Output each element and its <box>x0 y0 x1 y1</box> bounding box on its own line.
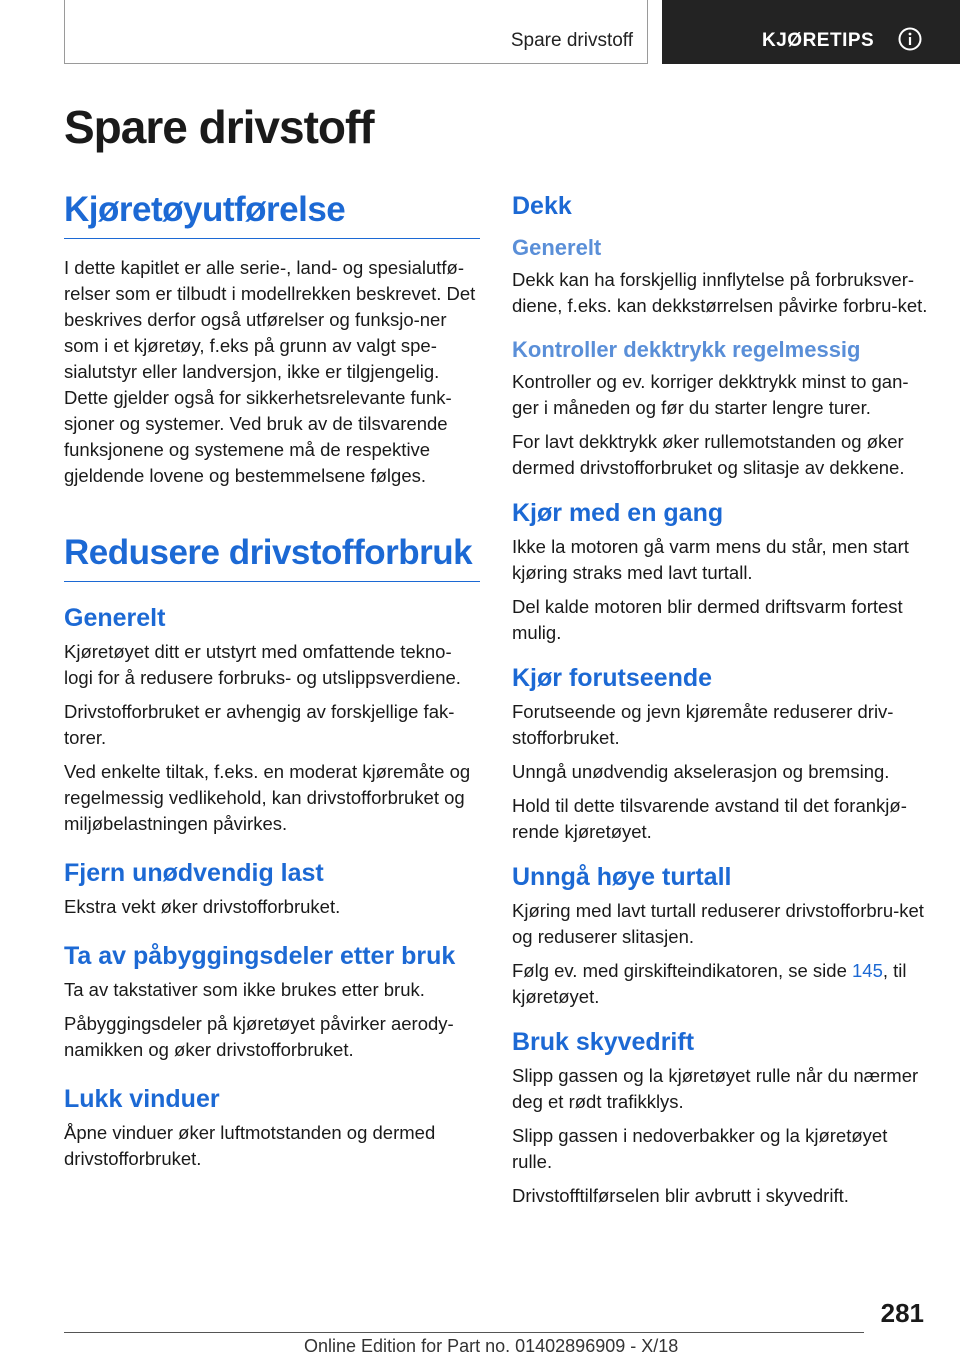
page-title: Spare drivstoff <box>64 101 374 153</box>
header-chapter-tab <box>662 0 960 64</box>
text: , til kjøretøyet. <box>512 960 907 1007</box>
section-heading-redusere-drivstofforbruk: Redusere drivstofforbruk <box>64 533 480 582</box>
section-heading-kjoretoyutforelse: Kjøretøyutførelse <box>64 190 480 239</box>
paragraph: Dekk kan ha forskjellig innflytelse på forbruksver‐diene, f.eks. kan dekkstørrelsen påvirke forbru‐ket. <box>512 269 928 316</box>
page-number: 281 <box>880 1298 924 1328</box>
subheading-dekk-generelt: Generelt <box>512 235 602 260</box>
header-chapter-title: KJØRETIPS <box>762 30 875 51</box>
subheading-kjor-forutseende: Kjør forutseende <box>512 664 713 692</box>
info-icon <box>898 27 922 51</box>
paragraph <box>512 958 928 1010</box>
paragraph: Ekstra vekt øker drivstofforbruket. <box>64 896 341 917</box>
paragraph: Åpne vinduer øker luftmotstanden og dermed drivstofforbruket. <box>64 1122 436 1169</box>
paragraph: Drivstofforbruket er avhengig av forskjellige fak‐torer. <box>64 701 455 748</box>
paragraph: Forutseende og jevn kjøremåte reduserer driv‐stofforbruket. <box>512 701 894 748</box>
right-column <box>512 192 928 1209</box>
paragraph: Drivstofftilførselen blir avbrutt i skyvedrift. <box>512 1185 849 1206</box>
subheading-bruk-skyvedrift: Bruk skyvedrift <box>512 1028 695 1056</box>
header-section-title: Spare drivstoff <box>510 30 633 51</box>
subheading-generelt: Generelt <box>64 604 166 632</box>
subheading-kjor-med-en-gang: Kjør med en gang <box>512 499 724 527</box>
paragraph: For lavt dekktrykk øker rullemotstanden og øker dermed drivstofforbruket og slitasje av dekkene. <box>512 431 905 478</box>
paragraph: I dette kapitlet er alle serie-, land- og spesialutfø‐relser som er tilbudt i modellrekken beskrevet. Det beskrives derfor også utførelser og funksjo‐ner som i et kjøretøy, f.eks på grunn av valgt spe‐sialutstyr eller landversjon, ikke er tilgjengelig. Dette gjelder også for sikkerhetsrelevante funk‐sjoner og systemer. Ved bruk av de tilsvarende funksjonene og systemene må de respektive gjeldende lovene og bestemmelsene følges. <box>64 257 476 486</box>
paragraph: Kjøring med lavt turtall reduserer drivstofforbru‐ket og reduserer slitasjen. <box>512 900 924 947</box>
text: Følg ev. med girskifteindikatoren, se side <box>512 960 852 981</box>
subheading-dekktrykk: Kontroller dekktrykk regelmessig <box>512 337 861 362</box>
subheading-pabyggingsdeler: Ta av påbyggingsdeler etter bruk <box>64 942 456 970</box>
subheading-unnga-hoye-turtall: Unngå høye turtall <box>512 863 732 891</box>
subheading-lukk-vinduer: Lukk vinduer <box>64 1085 220 1113</box>
paragraph: Ved enkelte tiltak, f.eks. en moderat kjøremåte og regelmessig vedlikehold, kan drivstofforbruket og miljøbelastningen påvirkes. <box>64 761 471 834</box>
paragraph: Ikke la motoren gå varm mens du står, men start kjøring straks med lavt turtall. <box>512 536 909 583</box>
left-column <box>64 190 480 1172</box>
paragraph: Kontroller og ev. korriger dekktrykk minst to gan‐ger i måneden og før du starter lengre turer. <box>512 371 909 418</box>
paragraph: Del kalde motoren blir dermed driftsvarm fortest mulig. <box>512 596 903 643</box>
paragraph: Kjøretøyet ditt er utstyrt med omfattende tekno‐logi for å redusere forbruks- og utslippsverdiene. <box>64 641 461 688</box>
header-section-tab <box>64 0 648 64</box>
paragraph: Påbyggingsdeler på kjøretøyet påvirker aerody‐namikken og øker drivstofforbruket. <box>64 1013 454 1060</box>
subheading-fjern-last: Fjern unødvendig last <box>64 859 324 887</box>
subheading-dekk: Dekk <box>512 192 572 220</box>
page-reference-link[interactable]: 145 <box>852 960 883 981</box>
paragraph: Ta av takstativer som ikke brukes etter bruk. <box>64 979 425 1000</box>
paragraph: Slipp gassen og la kjøretøyet rulle når du nærmer deg et rødt trafikklys. <box>512 1065 919 1112</box>
paragraph: Hold til dette tilsvarende avstand til det forankjø‐rende kjøretøyet. <box>512 795 907 842</box>
paragraph: Slipp gassen i nedoverbakker og la kjøretøyet rulle. <box>512 1125 888 1172</box>
footer-edition: Online Edition for Part no. 01402896909 - X/18 <box>304 1336 679 1356</box>
footer-divider <box>64 1332 864 1333</box>
paragraph: Unngå unødvendig akselerasjon og bremsing. <box>512 761 890 782</box>
